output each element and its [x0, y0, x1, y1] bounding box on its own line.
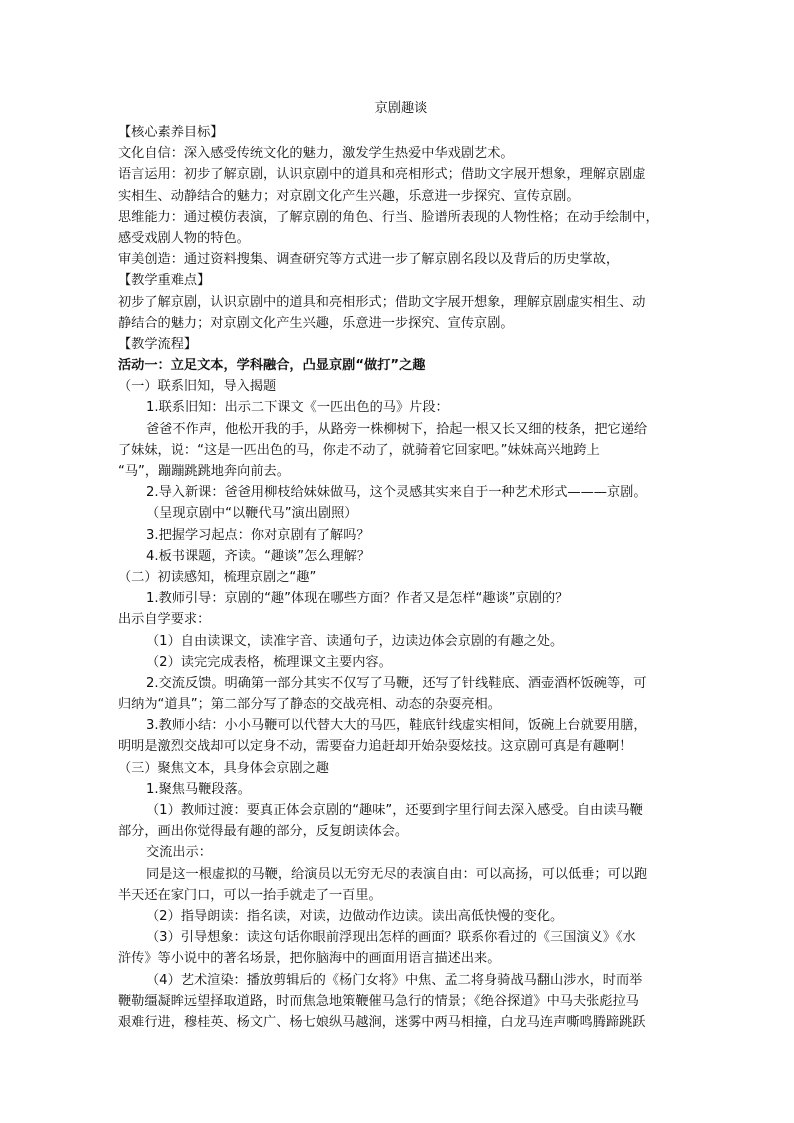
text-line: 浒传》等小说中的著名场景，把你脑海中的画面用语言描述出来。 [118, 951, 501, 967]
text-line: 4.板书课题，齐读。“趣谈”怎么理解？ [146, 548, 371, 564]
text-line: 明明是激烈交战却可以定身不动，需要奋力追赶却开始杂耍炫技。这京剧可真是有趣啊！ [118, 739, 633, 755]
text-line: 实相生、动静结合的魅力；对京剧文化产生兴趣，乐意进一步探究、宣传京剧。 [118, 188, 580, 204]
text-line: 语言运用：初步了解京剧，认识京剧中的道具和亮相形式；借助文字展开想象，理解京剧虚 [118, 167, 646, 183]
text-line: 思维能力：通过模仿表演，了解京剧的角色、行当、脸谱所表现的人物性格；在动手绘制中， [118, 209, 659, 225]
text-line: 2.导入新课：爸爸用柳枝给妹妹做马，这个灵感其实来自于一种艺术形式———京剧。 [146, 485, 647, 501]
text-line: 文化自信：深入感受传统文化的魅力，激发学生热爱中华戏剧艺术。 [118, 146, 514, 162]
text-line: （2）读完完成表格，梳理课文主要内容。 [146, 654, 392, 670]
document-body [118, 100, 684, 1033]
text-line: 初步了解京剧，认识京剧中的道具和亮相形式；借助文字展开想象，理解京剧虚实相生、动 [118, 294, 646, 310]
text-line: （二）初读感知，梳理京剧之“趣” [118, 569, 317, 585]
text-line: （1）教师过渡：要真正体会京剧的“趣味”，还要到字里行间去深入感受。自由读马鞭 [146, 803, 643, 818]
document-title: 京剧趣谈 [374, 101, 428, 116]
text-line: 艰难行进，穆桂英、杨文广、杨七娘纵马越涧，迷雾中两马相撞，白龙马连声嘶鸣腾蹄跳跃 [118, 1014, 646, 1030]
text-line: （2）指导朗读：指名读，对读，边做动作边读。读出高低快慢的变化。 [146, 908, 564, 924]
text-line: 鞭勒缰凝眸远望择取道路，时而焦急地策鞭催马急行的情景；《绝谷探道》中马夫张彪拉马 [118, 993, 639, 1009]
text-line: 【教学重难点】 [118, 273, 211, 289]
text-line: “马”，蹦蹦跳跳地奔向前去。 [118, 464, 290, 479]
text-line: 归纳为“道具”；第二部分写了静态的交战亮相、动态的杂耍亮相。 [118, 697, 501, 713]
text-line: 3.教师小结：小小马鞭可以代替大大的马匹，鞋底针线虚实相间，饭碗上台就要用膳， [146, 718, 647, 734]
text-line: （三）聚焦文本，具身体会京剧之趣 [118, 760, 329, 776]
text-line: （1）自由读课文，读准字音、读通句子，边读边体会京剧的有趣之处。 [146, 633, 564, 649]
text-line: （3）引导想象：读这句话你眼前浮现出怎样的画面？联系你看过的《三国演义》《水 [146, 930, 636, 946]
text-line: 1.联系旧知：出示二下课文《一匹出色的马》片段： [146, 400, 449, 416]
text-line: 部分，画出你觉得最有趣的部分，反复朗读体会。 [118, 824, 409, 840]
text-line: 2.交流反馈。明确第一部分其实不仅写了马鞭，还写了针线鞋底、酒壶酒杯饭碗等，可 [146, 675, 647, 691]
text-line: （呈现京剧中“以鞭代马”演出剧照） [146, 506, 358, 522]
text-line: （一）联系旧知，导入揭题 [118, 379, 277, 395]
text-line: 交流出示： [146, 845, 212, 861]
text-line: 出示自学要求： [118, 612, 211, 628]
text-line: 半天还在家门口，可以一抬手就走了一百里。 [118, 887, 382, 903]
text-line: 1.教师引导：京剧的“趣”体现在哪些方面？作者又是怎样“趣谈”京剧的？ [146, 591, 569, 607]
text-line: 【核心素养目标】 [118, 125, 224, 140]
text-line: 审美创造：通过资料搜集、调查研究等方式进一步了解京剧名段以及背后的历史掌故， [118, 252, 620, 268]
text-line: 【教学流程】 [118, 336, 198, 352]
text-line: 静结合的魅力；对京剧文化产生兴趣，乐意进一步探究、宣传京剧。 [118, 315, 514, 331]
text-line: 了妹妹，说：“这是一匹出色的马，你走不动了，就骑着它回家吧。”妹妹高兴地跨上 [118, 442, 600, 458]
text-line: 活动一：立足文本，学科融合，凸显京剧“做打”之趣 [118, 358, 426, 374]
text-line: 1.聚焦马鞭段落。 [146, 781, 251, 797]
document-lines [118, 122, 684, 1033]
text-line: 同是这一根虚拟的马鞭，给演员以无穷无尽的表演自由：可以高扬，可以低垂；可以跑 [146, 866, 648, 882]
text-line: 爸爸不作声，他松开我的手，从路旁一株柳树下，拾起一根又长又细的枝条，把它递给 [146, 421, 648, 437]
text-line: 3.把握学习起点：你对京剧有了解吗？ [146, 527, 370, 543]
text-line: 感受戏剧人物的特色。 [118, 230, 250, 246]
text-line: （4）艺术渲染：播放剪辑后的《杨门女将》中焦、孟二将身骑战马翻山涉水，时而举 [146, 972, 643, 988]
